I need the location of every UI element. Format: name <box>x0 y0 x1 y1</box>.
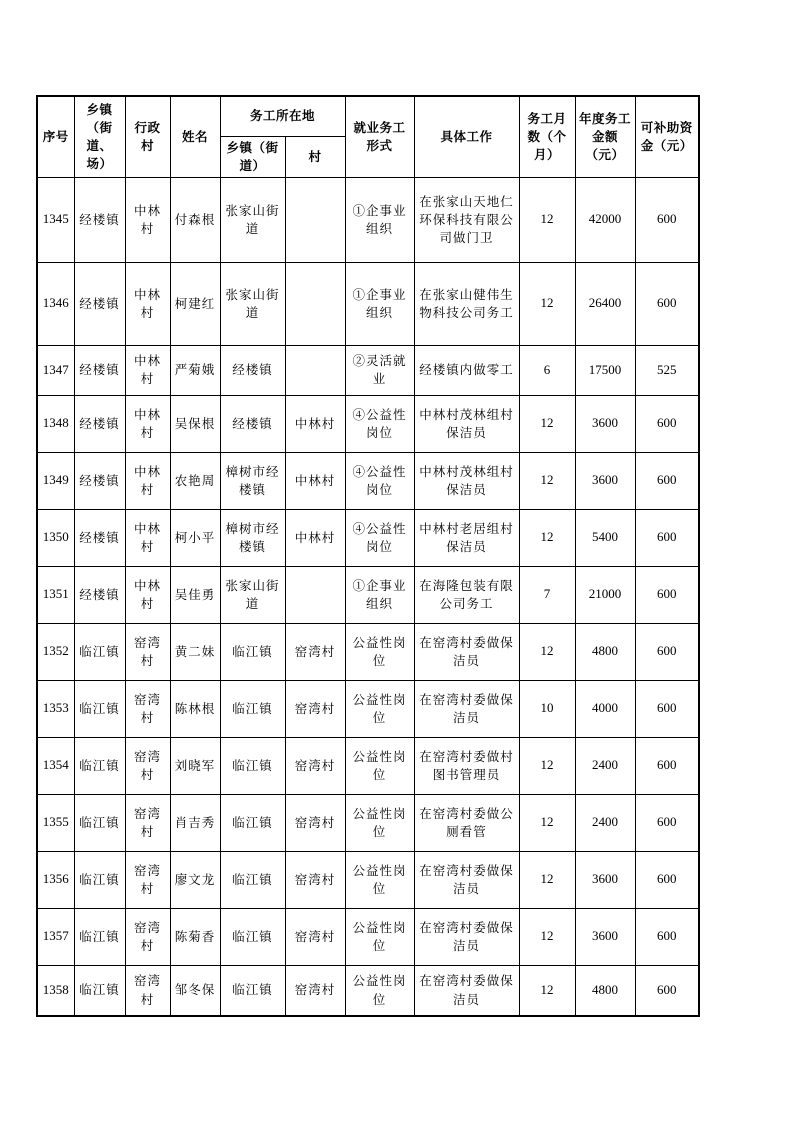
cell-town: 临江镇 <box>74 851 125 908</box>
cell-subsidy: 600 <box>635 452 699 509</box>
header-months: 务工月数（个月） <box>519 96 575 177</box>
cell-seq: 1358 <box>37 965 74 1016</box>
cell-months: 6 <box>519 345 575 395</box>
cell-months: 12 <box>519 509 575 566</box>
cell-annual-amount: 17500 <box>575 345 635 395</box>
cell-name: 刘晓军 <box>170 737 220 794</box>
cell-name: 吴保根 <box>170 395 220 452</box>
cell-work-town: 樟树市经楼镇 <box>220 509 285 566</box>
cell-subsidy: 600 <box>635 566 699 623</box>
cell-village: 中林村 <box>125 509 170 566</box>
header-subsidy: 可补助资金（元） <box>635 96 699 177</box>
cell-seq: 1355 <box>37 794 74 851</box>
cell-subsidy: 600 <box>635 908 699 965</box>
cell-annual-amount: 4000 <box>575 680 635 737</box>
cell-name: 肖吉秀 <box>170 794 220 851</box>
cell-subsidy: 600 <box>635 509 699 566</box>
cell-months: 12 <box>519 908 575 965</box>
cell-work-village: 中林村 <box>285 509 345 566</box>
cell-name: 农艳周 <box>170 452 220 509</box>
cell-employment-type: 公益性岗位 <box>345 680 414 737</box>
cell-job: 中林村老居组村保洁员 <box>414 509 519 566</box>
cell-annual-amount: 2400 <box>575 794 635 851</box>
cell-months: 7 <box>519 566 575 623</box>
table-row <box>37 262 699 345</box>
cell-work-village: 窑湾村 <box>285 965 345 1016</box>
cell-town: 经楼镇 <box>74 395 125 452</box>
cell-work-village: 窑湾村 <box>285 794 345 851</box>
cell-annual-amount: 5400 <box>575 509 635 566</box>
cell-name: 邹冬保 <box>170 965 220 1016</box>
cell-seq: 1354 <box>37 737 74 794</box>
table-row <box>37 395 699 452</box>
cell-work-town: 樟树市经楼镇 <box>220 452 285 509</box>
table-row <box>37 908 699 965</box>
cell-work-town: 临江镇 <box>220 680 285 737</box>
cell-subsidy: 600 <box>635 177 699 262</box>
table-row <box>37 509 699 566</box>
cell-job: 在窑湾村委做保洁员 <box>414 623 519 680</box>
cell-annual-amount: 3600 <box>575 851 635 908</box>
header-village: 行政村 <box>125 96 170 177</box>
cell-seq: 1348 <box>37 395 74 452</box>
cell-job: 在海隆包装有限公司务工 <box>414 566 519 623</box>
cell-work-town: 临江镇 <box>220 794 285 851</box>
cell-annual-amount: 3600 <box>575 452 635 509</box>
cell-work-village <box>285 177 345 262</box>
cell-employment-type: 公益性岗位 <box>345 851 414 908</box>
cell-village: 窑湾村 <box>125 851 170 908</box>
cell-employment-type: 公益性岗位 <box>345 794 414 851</box>
cell-seq: 1347 <box>37 345 74 395</box>
cell-work-town: 经楼镇 <box>220 395 285 452</box>
header-town: 乡镇（街道、场） <box>74 96 125 177</box>
table-row <box>37 680 699 737</box>
cell-work-town: 临江镇 <box>220 851 285 908</box>
cell-work-village <box>285 262 345 345</box>
cell-town: 经楼镇 <box>74 177 125 262</box>
cell-village: 中林村 <box>125 177 170 262</box>
table-body <box>37 177 699 1016</box>
cell-employment-type: 公益性岗位 <box>345 908 414 965</box>
cell-village: 中林村 <box>125 566 170 623</box>
table-row <box>37 452 699 509</box>
cell-subsidy: 600 <box>635 680 699 737</box>
cell-months: 12 <box>519 794 575 851</box>
cell-job: 在窑湾村委做保洁员 <box>414 908 519 965</box>
cell-job: 在张家山健伟生物科技公司务工 <box>414 262 519 345</box>
cell-months: 12 <box>519 395 575 452</box>
cell-village: 窑湾村 <box>125 623 170 680</box>
cell-annual-amount: 2400 <box>575 737 635 794</box>
cell-work-village: 窑湾村 <box>285 908 345 965</box>
header-annual-amount: 年度务工金额（元） <box>575 96 635 177</box>
cell-work-town: 临江镇 <box>220 623 285 680</box>
employment-subsidy-table <box>36 95 700 1017</box>
cell-subsidy: 600 <box>635 794 699 851</box>
cell-months: 12 <box>519 851 575 908</box>
cell-employment-type: ①企事业组织 <box>345 566 414 623</box>
cell-subsidy: 525 <box>635 345 699 395</box>
cell-work-village <box>285 345 345 395</box>
cell-name: 廖文龙 <box>170 851 220 908</box>
cell-employment-type: ①企事业组织 <box>345 177 414 262</box>
cell-name: 严菊娥 <box>170 345 220 395</box>
cell-months: 12 <box>519 452 575 509</box>
cell-village: 窑湾村 <box>125 965 170 1016</box>
cell-work-town: 张家山街道 <box>220 262 285 345</box>
table-row <box>37 177 699 262</box>
cell-town: 临江镇 <box>74 908 125 965</box>
cell-job: 在窑湾村委做保洁员 <box>414 851 519 908</box>
header-seq: 序号 <box>37 96 74 177</box>
cell-months: 12 <box>519 737 575 794</box>
cell-town: 临江镇 <box>74 965 125 1016</box>
cell-town: 临江镇 <box>74 623 125 680</box>
header-work-town: 乡镇（街道） <box>220 136 285 177</box>
cell-town: 经楼镇 <box>74 345 125 395</box>
cell-town: 经楼镇 <box>74 452 125 509</box>
cell-seq: 1346 <box>37 262 74 345</box>
cell-annual-amount: 26400 <box>575 262 635 345</box>
cell-seq: 1350 <box>37 509 74 566</box>
cell-name: 陈菊香 <box>170 908 220 965</box>
cell-work-town: 张家山街道 <box>220 566 285 623</box>
cell-subsidy: 600 <box>635 737 699 794</box>
cell-seq: 1352 <box>37 623 74 680</box>
cell-town: 临江镇 <box>74 680 125 737</box>
cell-village: 中林村 <box>125 395 170 452</box>
cell-village: 中林村 <box>125 345 170 395</box>
cell-name: 付森根 <box>170 177 220 262</box>
table-row <box>37 737 699 794</box>
cell-subsidy: 600 <box>635 395 699 452</box>
cell-seq: 1345 <box>37 177 74 262</box>
table-row <box>37 965 699 1016</box>
cell-work-town: 经楼镇 <box>220 345 285 395</box>
cell-employment-type: 公益性岗位 <box>345 623 414 680</box>
cell-work-village: 窑湾村 <box>285 623 345 680</box>
cell-work-village <box>285 566 345 623</box>
cell-annual-amount: 4800 <box>575 623 635 680</box>
cell-annual-amount: 4800 <box>575 965 635 1016</box>
cell-work-town: 临江镇 <box>220 737 285 794</box>
cell-employment-type: 公益性岗位 <box>345 965 414 1016</box>
cell-work-village: 窑湾村 <box>285 851 345 908</box>
cell-months: 12 <box>519 965 575 1016</box>
cell-work-town: 临江镇 <box>220 908 285 965</box>
cell-employment-type: 公益性岗位 <box>345 737 414 794</box>
cell-subsidy: 600 <box>635 623 699 680</box>
cell-name: 吴佳勇 <box>170 566 220 623</box>
cell-employment-type: ②灵活就业 <box>345 345 414 395</box>
table-row <box>37 566 699 623</box>
cell-seq: 1357 <box>37 908 74 965</box>
cell-employment-type: ④公益性岗位 <box>345 395 414 452</box>
cell-job: 在窑湾村委做保洁员 <box>414 965 519 1016</box>
cell-town: 经楼镇 <box>74 566 125 623</box>
cell-village: 窑湾村 <box>125 908 170 965</box>
header-name: 姓名 <box>170 96 220 177</box>
cell-employment-type: ①企事业组织 <box>345 262 414 345</box>
table-row <box>37 794 699 851</box>
cell-seq: 1356 <box>37 851 74 908</box>
cell-work-village: 中林村 <box>285 452 345 509</box>
cell-subsidy: 600 <box>635 262 699 345</box>
cell-annual-amount: 3600 <box>575 908 635 965</box>
cell-job: 在张家山天地仁环保科技有限公司做门卫 <box>414 177 519 262</box>
cell-work-village: 中林村 <box>285 395 345 452</box>
cell-job: 中林村茂林组村保洁员 <box>414 395 519 452</box>
cell-village: 中林村 <box>125 262 170 345</box>
cell-work-village: 窑湾村 <box>285 680 345 737</box>
cell-months: 10 <box>519 680 575 737</box>
header-work-village: 村 <box>285 136 345 177</box>
cell-seq: 1349 <box>37 452 74 509</box>
cell-annual-amount: 42000 <box>575 177 635 262</box>
cell-town: 临江镇 <box>74 794 125 851</box>
cell-employment-type: ④公益性岗位 <box>345 509 414 566</box>
cell-job: 在窑湾村委做保洁员 <box>414 680 519 737</box>
cell-work-town: 临江镇 <box>220 965 285 1016</box>
cell-seq: 1353 <box>37 680 74 737</box>
cell-job: 经楼镇内做零工 <box>414 345 519 395</box>
cell-subsidy: 600 <box>635 965 699 1016</box>
header-employment-type: 就业务工形式 <box>345 96 414 177</box>
cell-employment-type: ④公益性岗位 <box>345 452 414 509</box>
table-row <box>37 623 699 680</box>
table-header <box>37 96 699 177</box>
cell-town: 经楼镇 <box>74 509 125 566</box>
cell-town: 临江镇 <box>74 737 125 794</box>
cell-months: 12 <box>519 177 575 262</box>
cell-village: 窑湾村 <box>125 737 170 794</box>
cell-village: 窑湾村 <box>125 794 170 851</box>
cell-months: 12 <box>519 623 575 680</box>
cell-name: 陈林根 <box>170 680 220 737</box>
cell-village: 中林村 <box>125 452 170 509</box>
header-job: 具体工作 <box>414 96 519 177</box>
cell-name: 柯小平 <box>170 509 220 566</box>
table-row <box>37 851 699 908</box>
cell-annual-amount: 21000 <box>575 566 635 623</box>
cell-seq: 1351 <box>37 566 74 623</box>
cell-job: 中林村茂林组村保洁员 <box>414 452 519 509</box>
cell-name: 柯建红 <box>170 262 220 345</box>
cell-months: 12 <box>519 262 575 345</box>
cell-work-town: 张家山街道 <box>220 177 285 262</box>
cell-work-village: 窑湾村 <box>285 737 345 794</box>
cell-job: 在窑湾村委做村图书管理员 <box>414 737 519 794</box>
cell-job: 在窑湾村委做公厕看管 <box>414 794 519 851</box>
cell-annual-amount: 3600 <box>575 395 635 452</box>
cell-subsidy: 600 <box>635 851 699 908</box>
cell-village: 窑湾村 <box>125 680 170 737</box>
header-work-location-group: 务工所在地 <box>220 96 345 136</box>
cell-town: 经楼镇 <box>74 262 125 345</box>
table-row <box>37 345 699 395</box>
cell-name: 黄二妹 <box>170 623 220 680</box>
